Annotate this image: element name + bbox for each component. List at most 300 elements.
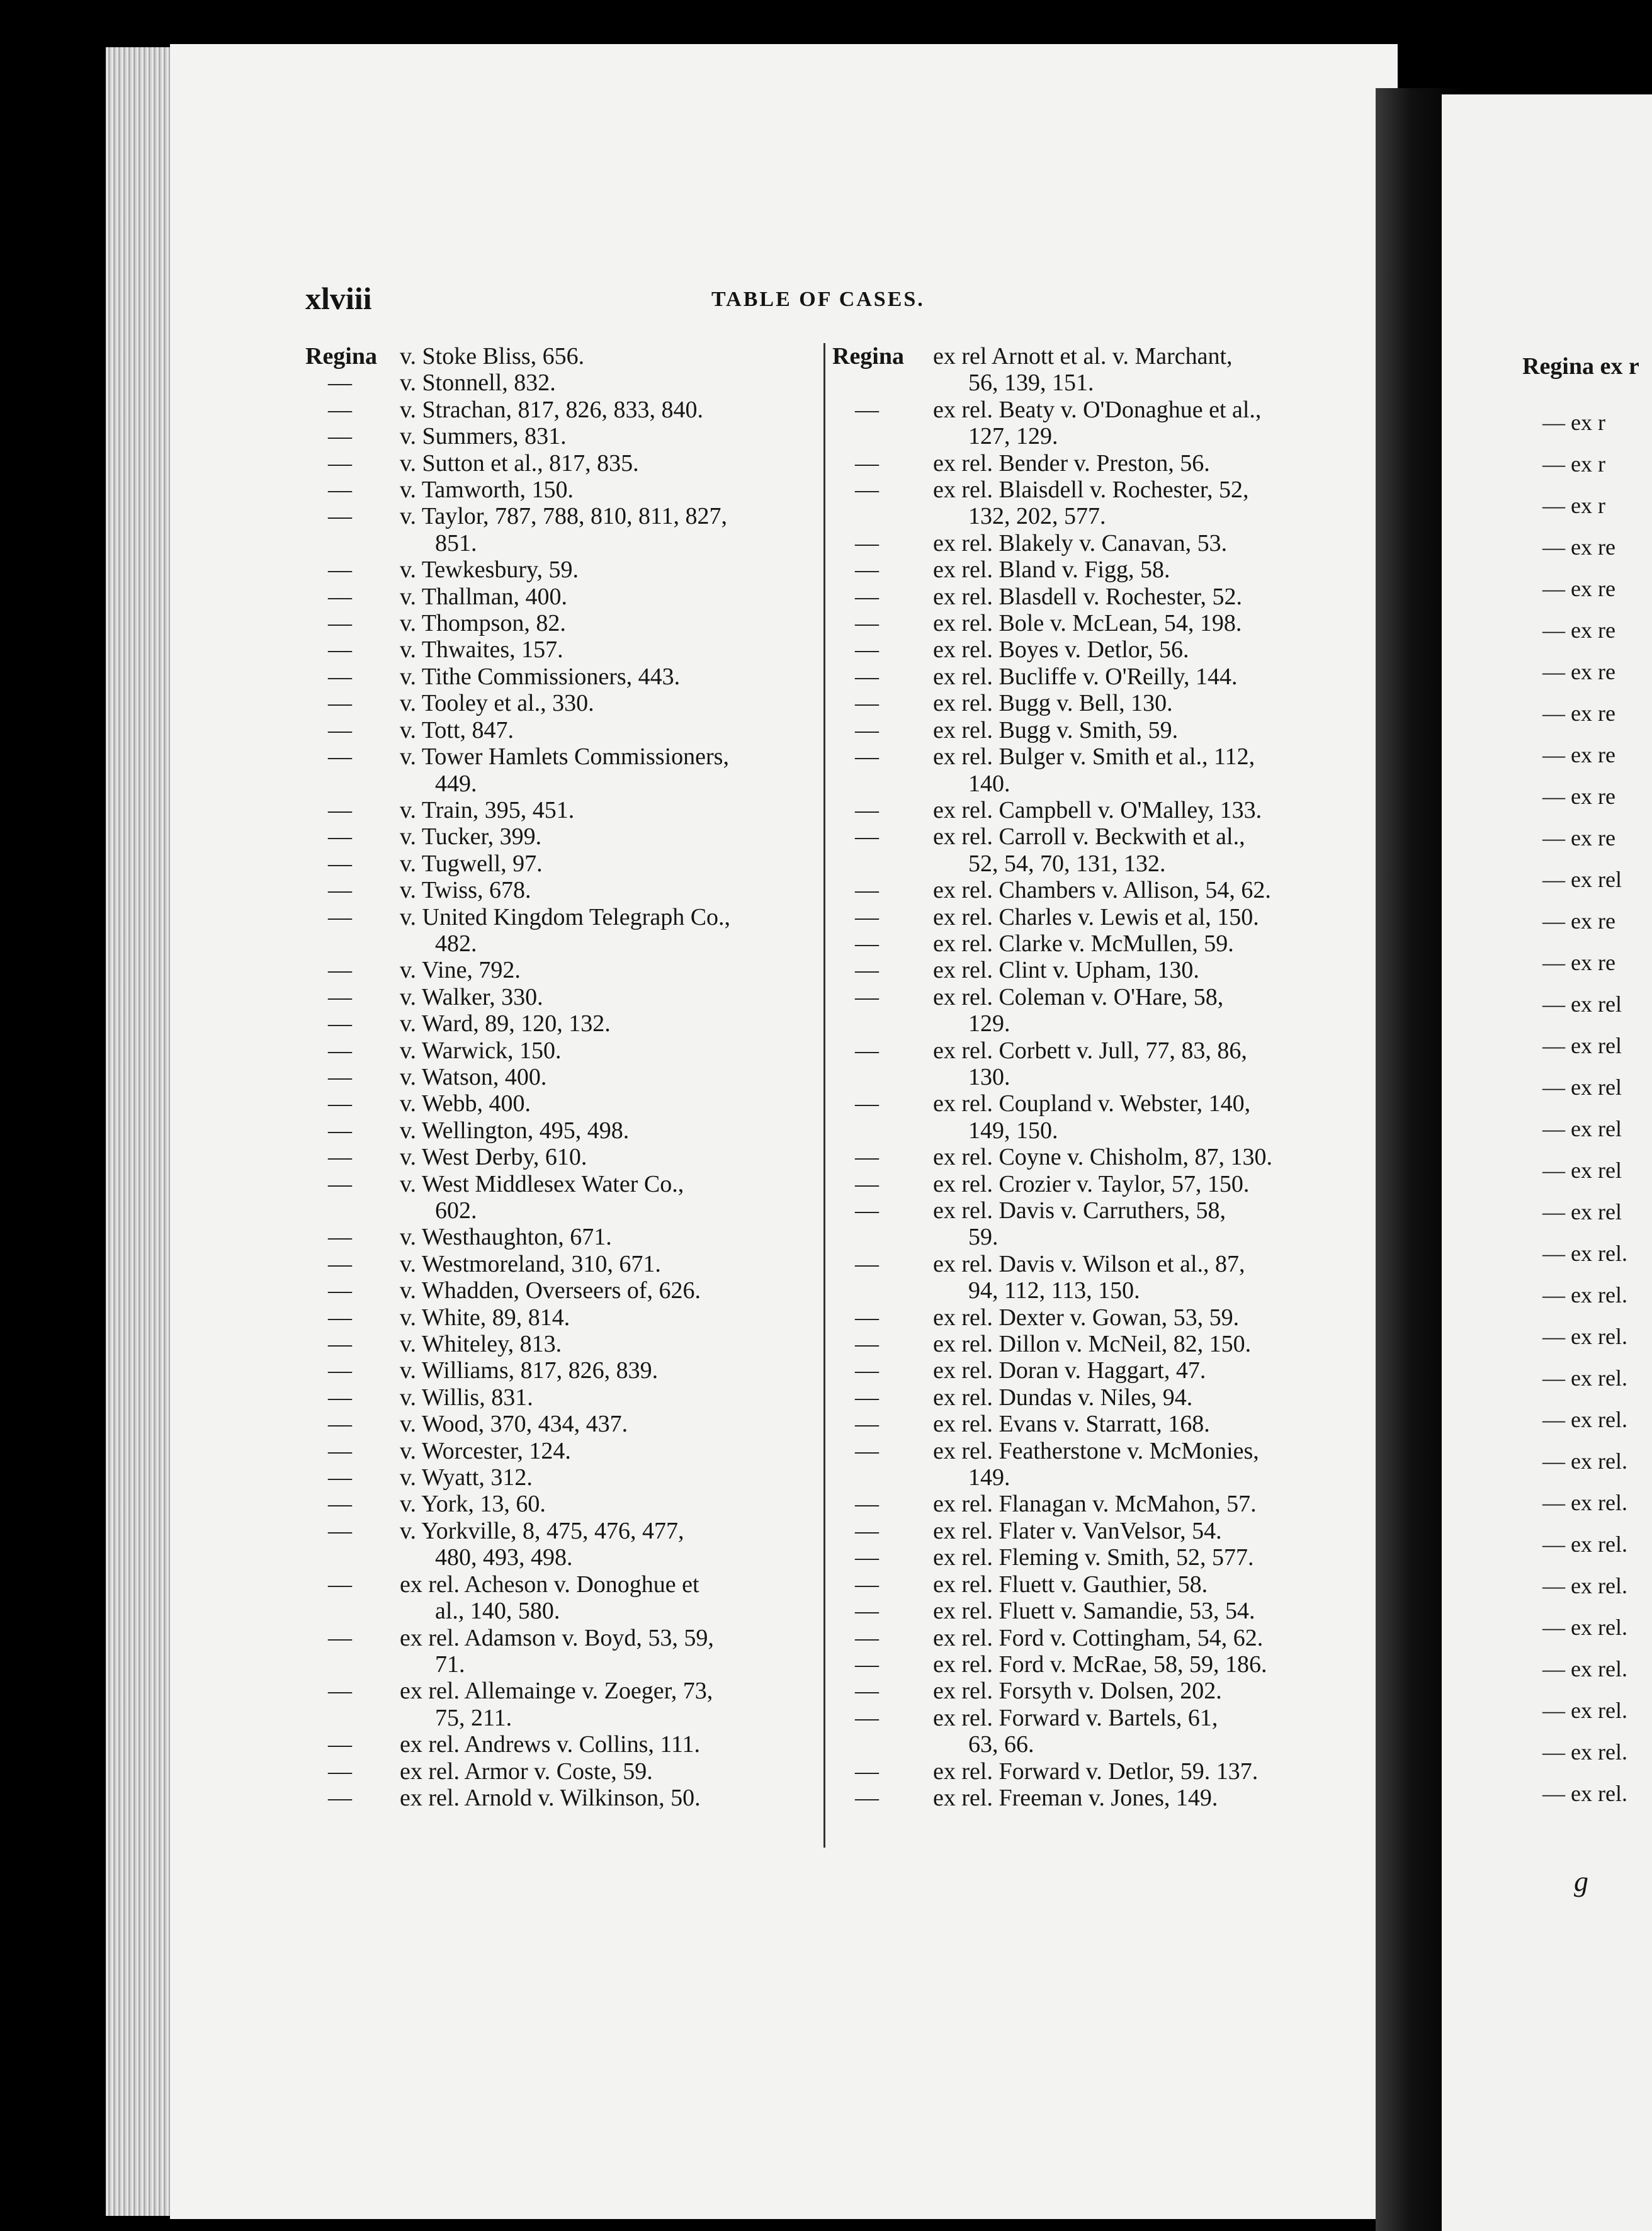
entry-lead: —: [855, 1544, 879, 1571]
case-citation: ex rel. Ford v. McRae, 58, 59, 186.: [933, 1651, 1267, 1678]
printer-signature-mark: g: [1574, 1865, 1588, 1897]
case-entry-line: [832, 343, 1349, 370]
case-citation-continuation: 132, 202, 577.: [968, 503, 1106, 530]
case-entry-line: [305, 1064, 815, 1090]
case-entry-line: [305, 610, 815, 636]
facing-page-entry-fragment: — ex rel: [1542, 1116, 1622, 1141]
entry-lead: —: [328, 1250, 352, 1277]
entry-lead: —: [855, 663, 879, 690]
running-head: TABLE OF CASES.: [711, 288, 925, 311]
case-citation: ex rel. Blaisdell v. Rochester, 52,: [933, 477, 1249, 504]
entry-lead: —: [855, 796, 879, 823]
case-citation-continuation: 480, 493, 498.: [435, 1544, 573, 1571]
case-entry-line: [832, 1117, 1349, 1144]
entry-lead: —: [855, 1624, 879, 1651]
case-citation: ex rel. Andrews v. Collins, 111.: [400, 1731, 701, 1758]
entry-lead: —: [328, 663, 352, 690]
case-entry-line: [305, 904, 815, 930]
entry-lead: —: [855, 823, 879, 850]
case-entry-line: [832, 1678, 1349, 1704]
case-entry-line: [305, 690, 815, 716]
case-citation-continuation: 71.: [435, 1651, 465, 1678]
case-entry-line: [832, 1010, 1349, 1037]
case-citation: ex rel. Davis v. Wilson et al., 87,: [933, 1250, 1245, 1277]
facing-page-entry-fragment: — ex rel.: [1542, 1282, 1627, 1308]
case-citation: ex rel. Fleming v. Smith, 52, 577.: [933, 1544, 1254, 1571]
case-entry-line: [832, 1625, 1349, 1651]
entry-lead: —: [855, 1704, 879, 1731]
case-entry-line: [305, 1224, 815, 1250]
entry-lead: —: [328, 503, 352, 530]
case-citation: v. Strachan, 817, 826, 833, 840.: [400, 396, 703, 423]
case-entry-line: [832, 717, 1349, 743]
facing-page-entry-fragment: — ex rel.: [1542, 1739, 1627, 1765]
entry-lead: —: [855, 1758, 879, 1785]
case-citation: v. Tugwell, 97.: [400, 850, 543, 877]
entry-lead: —: [855, 1651, 879, 1678]
entry-lead: —: [855, 690, 879, 717]
case-citation: v. Sutton et al., 817, 835.: [400, 449, 639, 477]
facing-page-entry-fragment: — ex rel.: [1542, 1490, 1627, 1515]
case-entry-line: [832, 1544, 1349, 1571]
entry-lead: —: [328, 1384, 352, 1411]
case-citation: ex rel. Doran v. Haggart, 47.: [933, 1357, 1206, 1384]
case-entry-line: [832, 423, 1349, 449]
case-citation: v. Stoke Bliss, 656.: [400, 343, 585, 370]
entry-lead: —: [328, 716, 352, 743]
facing-page-entry-fragment: — ex re: [1542, 701, 1615, 726]
entry-lead: —: [855, 556, 879, 584]
case-citation: v. Summers, 831.: [400, 423, 567, 450]
case-entry-line: [305, 1251, 815, 1277]
facing-page-entry-fragment: — ex rel.: [1542, 1449, 1627, 1474]
entry-lead: —: [855, 877, 879, 904]
case-citation: ex rel. Bland v. Figg, 58.: [933, 556, 1170, 584]
entry-lead: —: [855, 930, 879, 957]
case-entry-line: [832, 397, 1349, 423]
case-citation: ex rel. Featherstone v. McMonies,: [933, 1437, 1259, 1464]
entry-lead: —: [855, 396, 879, 423]
case-entry-line: [305, 1144, 815, 1170]
entry-lead: —: [855, 1491, 879, 1518]
entry-lead: —: [328, 1731, 352, 1758]
case-citation: v. Ward, 89, 120, 132.: [400, 1010, 611, 1037]
entry-lead: —: [855, 1384, 879, 1411]
case-citation-continuation: 851.: [435, 529, 477, 556]
case-entry-line: [832, 1491, 1349, 1517]
case-citation-continuation: 140.: [968, 770, 1010, 797]
entry-lead: Regina: [305, 343, 377, 370]
facing-page-entry-fragment: — ex re: [1542, 825, 1615, 850]
case-entry-line: [832, 1171, 1349, 1197]
entry-lead: —: [328, 1758, 352, 1785]
case-entry-line: [305, 1277, 815, 1304]
case-citation: ex rel. Carroll v. Beckwith et al.,: [933, 823, 1245, 850]
case-citation: ex rel. Arnold v. Wilkinson, 50.: [400, 1784, 701, 1811]
case-citation: ex rel. Bugg v. Smith, 59.: [933, 716, 1179, 743]
case-citation: v. Worcester, 124.: [400, 1437, 571, 1464]
case-entry-line: [832, 1224, 1349, 1250]
case-citation: ex rel. Bucliffe v. O'Reilly, 144.: [933, 663, 1238, 690]
entry-lead: Regina: [832, 343, 904, 370]
case-citation: ex rel. Blasdell v. Rochester, 52.: [933, 583, 1242, 610]
case-entry-line: [305, 1304, 815, 1331]
case-citation: ex rel. Fluett v. Gauthier, 58.: [933, 1571, 1208, 1598]
case-citation: v. Yorkville, 8, 475, 476, 477,: [400, 1517, 684, 1544]
entry-lead: —: [328, 583, 352, 610]
facing-page-entry-fragment: — ex rel.: [1542, 1781, 1627, 1806]
entry-lead: —: [328, 690, 352, 717]
case-citation: ex rel. Beaty v. O'Donaghue et al.,: [933, 396, 1262, 423]
case-entry-line: [305, 1518, 815, 1544]
case-entry-line: [305, 850, 815, 877]
entry-lead: —: [855, 1411, 879, 1438]
case-citation: ex rel. Chambers v. Allison, 54, 62.: [933, 877, 1271, 904]
case-citation: ex rel Arnott et al. v. Marchant,: [933, 343, 1233, 370]
case-citation: ex rel. Dillon v. McNeil, 82, 150.: [933, 1331, 1252, 1358]
case-citation-continuation: 149.: [968, 1464, 1010, 1491]
case-entry-line: [832, 1037, 1349, 1064]
case-entry-line: [305, 1598, 815, 1624]
case-entry-line: [832, 1144, 1349, 1170]
entry-lead: —: [328, 1224, 352, 1251]
case-citation: v. Tucker, 399.: [400, 823, 542, 850]
case-citation: v. Thwaites, 157.: [400, 636, 563, 664]
entry-lead: —: [328, 957, 352, 984]
facing-page-entry-fragment: — ex rel: [1542, 1033, 1622, 1058]
case-entry-line: [832, 1705, 1349, 1731]
case-entry-line: [305, 556, 815, 583]
case-citation-continuation: 127, 129.: [968, 423, 1058, 450]
entry-lead: —: [855, 1357, 879, 1384]
case-entry-line: [832, 1090, 1349, 1117]
case-entry-line: [832, 584, 1349, 610]
case-entry-line: [305, 957, 815, 983]
case-entry-line: [305, 477, 815, 503]
case-entry-line: [305, 370, 815, 396]
entry-lead: —: [328, 423, 352, 450]
facing-page-entry-fragment: — ex re: [1542, 784, 1615, 809]
entry-lead: —: [328, 1437, 352, 1464]
case-entry-line: [305, 1090, 815, 1117]
case-citation: ex rel. Dexter v. Gowan, 53, 59.: [933, 1304, 1240, 1331]
case-entry-line: [832, 664, 1349, 690]
case-citation: v. White, 89, 814.: [400, 1304, 570, 1331]
case-citation-continuation: 94, 112, 113, 150.: [968, 1277, 1140, 1304]
page-folio: xlviii: [305, 281, 372, 316]
entry-lead: —: [855, 1598, 879, 1625]
column-rule: [823, 343, 825, 1848]
entry-lead: —: [328, 1491, 352, 1518]
case-entry-line: [832, 1064, 1349, 1090]
case-citation: ex rel. Davis v. Carruthers, 58,: [933, 1197, 1226, 1224]
case-entry-line: [832, 690, 1349, 716]
facing-page-entry-fragment: — ex rel.: [1542, 1656, 1627, 1681]
case-citation: v. Taylor, 787, 788, 810, 811, 827,: [400, 503, 728, 530]
facing-page-entry-fragment: — ex r: [1542, 410, 1605, 435]
entry-lead: —: [328, 1090, 352, 1117]
case-citation: ex rel. Charles v. Lewis et al, 150.: [933, 903, 1259, 930]
case-entry-line: [305, 1705, 815, 1731]
case-citation: ex rel. Coyne v. Chisholm, 87, 130.: [933, 1144, 1272, 1171]
case-citation: v. Westhaughton, 671.: [400, 1224, 612, 1251]
case-citation: v. West Derby, 610.: [400, 1144, 587, 1171]
facing-page-entry-fragment: — ex re: [1542, 618, 1615, 643]
entry-lead: —: [855, 1197, 879, 1224]
case-entry-line: [305, 1731, 815, 1758]
case-citation: v. Stonnell, 832.: [400, 370, 556, 397]
facing-page-entry-fragment: — ex rel.: [1542, 1324, 1627, 1349]
left-case-column: [305, 343, 815, 1811]
entry-lead: —: [328, 610, 352, 637]
entry-lead: —: [855, 1331, 879, 1358]
case-citation: ex rel. Forward v. Detlor, 59. 137.: [933, 1758, 1259, 1785]
case-entry-line: [305, 823, 815, 850]
case-citation: v. West Middlesex Water Co.,: [400, 1170, 684, 1197]
case-citation: ex rel. Campbell v. O'Malley, 133.: [933, 796, 1262, 823]
facing-page-entry-fragment: — ex r: [1542, 493, 1605, 518]
case-entry-line: [305, 1678, 815, 1704]
case-citation: ex rel. Bugg v. Bell, 130.: [933, 690, 1173, 717]
case-entry-line: [832, 1518, 1349, 1544]
facing-page-entry-fragment: — ex re: [1542, 576, 1615, 601]
case-entry-line: [305, 503, 815, 529]
facing-page-entry-fragment: — ex rel.: [1542, 1573, 1627, 1598]
case-entry-line: [305, 1625, 815, 1651]
case-citation: v. Tithe Commissioners, 443.: [400, 663, 681, 690]
case-citation: ex rel. Armor v. Coste, 59.: [400, 1758, 653, 1785]
case-citation: v. Warwick, 150.: [400, 1037, 562, 1064]
case-entry-line: [832, 610, 1349, 636]
case-entry-line: [305, 1171, 815, 1197]
case-entry-line: [832, 877, 1349, 903]
case-citation-continuation: 75, 211.: [435, 1704, 512, 1731]
case-citation: ex rel. Ford v. Cottingham, 54, 62.: [933, 1624, 1264, 1651]
entry-lead: —: [328, 1517, 352, 1544]
case-citation: ex rel. Evans v. Starratt, 168.: [933, 1411, 1210, 1438]
facing-page-entry-fragment: — ex rel.: [1542, 1698, 1627, 1723]
case-entry-line: [305, 771, 815, 797]
entry-lead: —: [855, 636, 879, 664]
case-citation: ex rel. Dundas v. Niles, 94.: [933, 1384, 1193, 1411]
case-entry-line: [305, 1571, 815, 1598]
facing-page-entry-fragment: — ex rel.: [1542, 1241, 1627, 1266]
case-entry-line: [305, 1117, 815, 1144]
case-citation: ex rel. Coupland v. Webster, 140,: [933, 1090, 1251, 1117]
entry-lead: —: [328, 1464, 352, 1491]
case-citation-continuation: 449.: [435, 770, 477, 797]
entry-lead: —: [328, 1144, 352, 1171]
entry-lead: —: [855, 529, 879, 556]
entry-lead: —: [328, 1331, 352, 1358]
facing-page-entry-fragment: — ex rel: [1542, 1075, 1622, 1100]
case-entry-line: [832, 1598, 1349, 1624]
case-entry-line: [305, 664, 815, 690]
entry-lead: —: [855, 957, 879, 984]
case-citation: ex rel. Freeman v. Jones, 149.: [933, 1784, 1218, 1811]
entry-lead: —: [328, 1117, 352, 1144]
case-entry-line: [832, 1197, 1349, 1224]
facing-page-entry-fragment: — ex rel: [1542, 1158, 1622, 1183]
case-entry-line: [832, 957, 1349, 983]
case-entry-line: [305, 1197, 815, 1224]
case-citation: v. Tamworth, 150.: [400, 477, 574, 504]
entry-lead: —: [328, 850, 352, 877]
case-citation-continuation: al., 140, 580.: [435, 1598, 560, 1625]
facing-page-entry-fragment: — ex rel.: [1542, 1532, 1627, 1557]
case-entry-line: [832, 1438, 1349, 1464]
case-citation: v. Tott, 847.: [400, 716, 514, 743]
case-citation: ex rel. Boyes v. Detlor, 56.: [933, 636, 1189, 664]
case-entry-line: [305, 1037, 815, 1064]
entry-lead: —: [328, 823, 352, 850]
case-entry-line: [832, 1571, 1349, 1598]
case-citation: v. Twiss, 678.: [400, 877, 531, 904]
entry-lead: —: [855, 1170, 879, 1197]
case-citation: ex rel. Corbett v. Jull, 77, 83, 86,: [933, 1037, 1247, 1064]
case-citation: ex rel. Adamson v. Boyd, 53, 59,: [400, 1624, 714, 1651]
facing-page-entry-fragment: — ex re: [1542, 534, 1615, 560]
entry-lead: —: [328, 1571, 352, 1598]
entry-lead: —: [855, 1571, 879, 1598]
facing-page-entry-fragment: — ex rel: [1542, 991, 1622, 1017]
entry-lead: —: [855, 1037, 879, 1064]
entry-lead: —: [328, 1678, 352, 1705]
entry-lead: —: [328, 983, 352, 1010]
entry-lead: —: [328, 1037, 352, 1064]
case-citation: v. Whadden, Overseers of, 626.: [400, 1277, 701, 1304]
case-entry-line: [832, 1384, 1349, 1411]
case-entry-line: [832, 503, 1349, 529]
entry-lead: —: [855, 716, 879, 743]
case-entry-line: [305, 584, 815, 610]
entry-lead: —: [855, 983, 879, 1010]
case-entry-line: [305, 343, 815, 370]
entry-lead: —: [328, 396, 352, 423]
case-citation-continuation: 149, 150.: [968, 1117, 1058, 1144]
case-citation: v. Watson, 400.: [400, 1063, 547, 1090]
case-entry-line: [305, 743, 815, 770]
case-entry-line: [832, 850, 1349, 877]
entry-lead: —: [855, 583, 879, 610]
case-citation-continuation: 56, 139, 151.: [968, 370, 1094, 397]
case-citation: ex rel. Clarke v. McMullen, 59.: [933, 930, 1234, 957]
case-citation: ex rel. Forsyth v. Dolsen, 202.: [933, 1678, 1222, 1705]
entry-lead: —: [855, 1250, 879, 1277]
case-entry-line: [832, 1785, 1349, 1811]
case-entry-line: [832, 1304, 1349, 1331]
case-entry-line: [305, 1357, 815, 1384]
case-citation: ex rel. Acheson v. Donoghue et: [400, 1571, 699, 1598]
entry-lead: —: [855, 1437, 879, 1464]
case-entry-line: [305, 1010, 815, 1037]
entry-lead: —: [328, 556, 352, 584]
facing-page-entry-fragment: — ex rel.: [1542, 1407, 1627, 1432]
facing-page-entry-fragment: — ex rel: [1542, 867, 1622, 892]
entry-lead: —: [328, 1304, 352, 1331]
case-citation: v. Thallman, 400.: [400, 583, 567, 610]
case-entry-line: [305, 1785, 815, 1811]
case-entry-line: [305, 1544, 815, 1571]
case-citation-continuation: 52, 54, 70, 131, 132.: [968, 850, 1166, 877]
case-entry-line: [305, 636, 815, 663]
case-entry-line: [832, 1464, 1349, 1491]
case-citation: v. Wood, 370, 434, 437.: [400, 1411, 628, 1438]
entry-lead: —: [855, 449, 879, 477]
entry-lead: —: [328, 1411, 352, 1438]
case-citation: ex rel. Blakely v. Canavan, 53.: [933, 529, 1228, 556]
case-entry-line: [832, 556, 1349, 583]
case-citation: v. Wyatt, 312.: [400, 1464, 533, 1491]
case-citation: ex rel. Bulger v. Smith et al., 112,: [933, 743, 1255, 771]
case-entry-line: [832, 1277, 1349, 1304]
entry-lead: —: [855, 1090, 879, 1117]
entry-lead: —: [328, 796, 352, 823]
case-citation: v. Westmoreland, 310, 671.: [400, 1250, 661, 1277]
case-entry-line: [305, 1331, 815, 1357]
entry-lead: —: [328, 1170, 352, 1197]
case-citation: v. Willis, 831.: [400, 1384, 533, 1411]
case-entry-line: [832, 530, 1349, 556]
case-entry-line: [305, 930, 815, 957]
facing-page-entry-fragment: — ex re: [1542, 742, 1615, 767]
case-citation-continuation: 63, 66.: [968, 1731, 1034, 1758]
case-entry-line: [832, 797, 1349, 823]
case-entry-line: [305, 423, 815, 449]
case-citation: ex rel. Bole v. McLean, 54, 198.: [933, 610, 1242, 637]
case-citation: ex rel. Bender v. Preston, 56.: [933, 449, 1210, 477]
case-entry-line: [832, 477, 1349, 503]
entry-lead: —: [328, 1357, 352, 1384]
case-entry-line: [832, 1331, 1349, 1357]
case-citation: ex rel. Coleman v. O'Hare, 58,: [933, 983, 1224, 1010]
case-citation-continuation: 59.: [968, 1224, 999, 1251]
case-citation: v. York, 13, 60.: [400, 1491, 546, 1518]
entry-lead: —: [855, 610, 879, 637]
case-citation: v. United Kingdom Telegraph Co.,: [400, 903, 731, 930]
case-entry-line: [832, 1251, 1349, 1277]
facing-page-entry-fragment: — ex rel.: [1542, 1615, 1627, 1640]
case-citation: v. Webb, 400.: [400, 1090, 531, 1117]
facing-page-entry-fragment: — ex re: [1542, 908, 1615, 934]
case-entry-line: [832, 370, 1349, 396]
case-entry-line: [832, 984, 1349, 1010]
right-case-column: [832, 343, 1349, 1811]
case-entry-line: [305, 1411, 815, 1437]
case-citation: ex rel. Clint v. Upham, 130.: [933, 957, 1199, 984]
facing-page-entry-fragment: — ex r: [1542, 451, 1605, 477]
case-citation: v. Tower Hamlets Commissioners,: [400, 743, 729, 771]
facing-page-heading: Regina ex r: [1522, 353, 1639, 380]
case-citation: ex rel. Fluett v. Samandie, 53, 54.: [933, 1598, 1255, 1625]
case-entry-line: [305, 1651, 815, 1678]
case-citation-continuation: 602.: [435, 1197, 477, 1224]
entry-lead: —: [855, 1678, 879, 1705]
case-citation: ex rel. Forward v. Bartels, 61,: [933, 1704, 1218, 1731]
case-citation: v. Vine, 792.: [400, 957, 521, 984]
case-entry-line: [832, 930, 1349, 957]
book-page-edges: [106, 47, 175, 2216]
case-citation: v. Tooley et al., 330.: [400, 690, 594, 717]
case-citation: v. Tewkesbury, 59.: [400, 556, 579, 584]
case-entry-line: [305, 450, 815, 477]
case-entry-line: [832, 743, 1349, 770]
case-entry-line: [305, 797, 815, 823]
case-entry-line: [305, 1384, 815, 1411]
case-citation-continuation: 129.: [968, 1010, 1010, 1037]
case-entry-line: [305, 717, 815, 743]
entry-lead: —: [328, 1277, 352, 1304]
